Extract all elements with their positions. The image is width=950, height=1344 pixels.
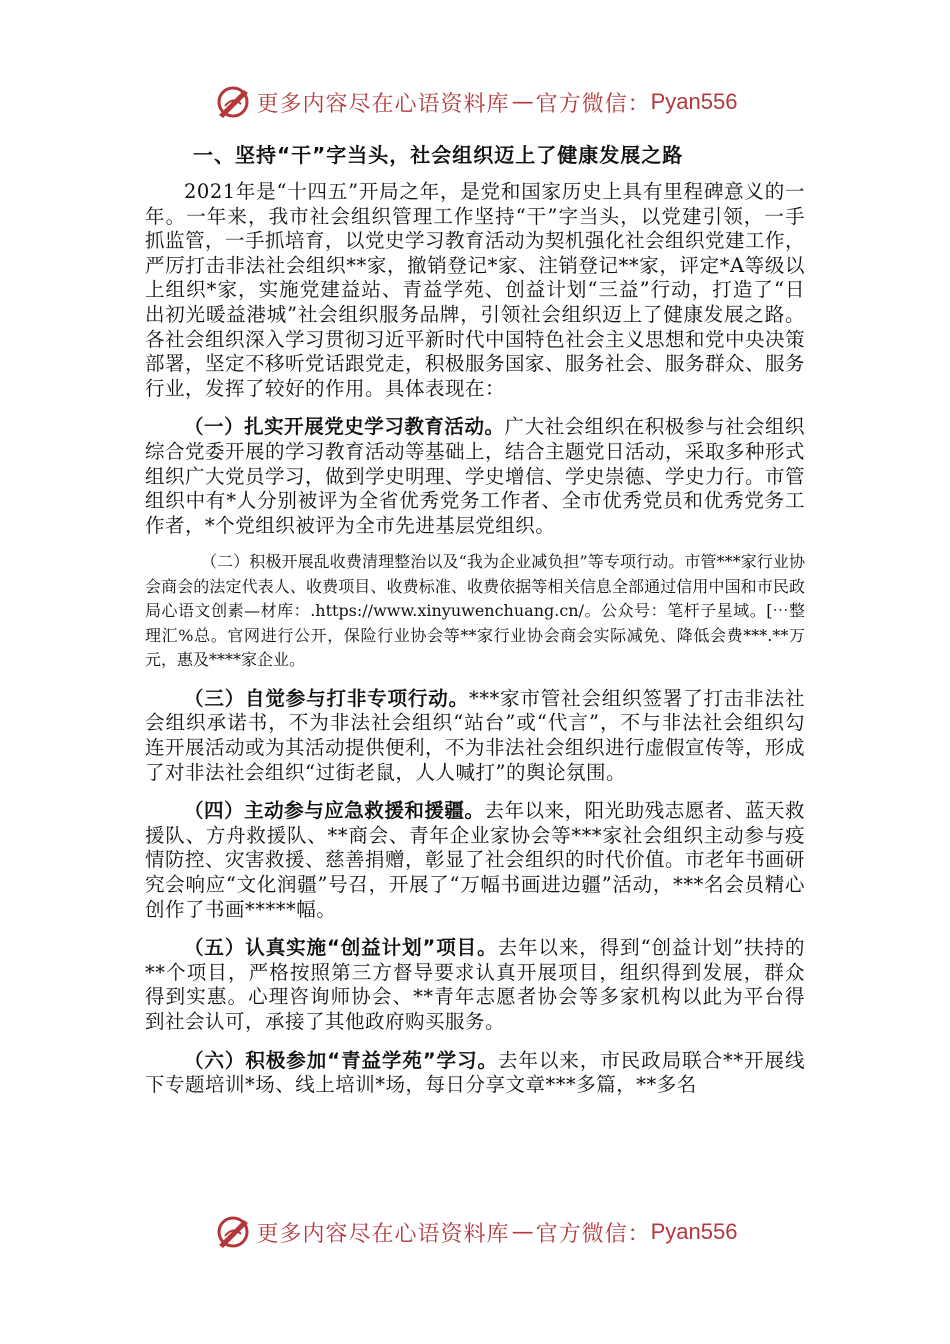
paragraph-lead: （三）自觉参与打非专项行动。 [184, 686, 469, 710]
watermark-wechat-label: 官方微信： [535, 1221, 651, 1247]
intro-paragraph: 2021年是“十四五”开局之年，是党和国家历史上具有里程碑意义的一年。一年来，我市社会组织管理工作坚持“干”字当头，以党建引领，一手抓监管，一手抓培育，以党史学习教育活动为契机强化社会组织党建工作，严厉打击非法社会组织**家，撤销登记*家、注销登记**家，评定*A等级以上组织*家，实施党建益站、青益学苑、创益计划“三益”行动，打造了“日出初光暖益港城”社会组织服务品牌，引领社会组织迈上了健康发展之路。各社会组织深入学习贯彻习近平新时代中国特色社会主义思想和党中央决策部署，坚定不移听党话跟党走，积极服务国家、服务社会、服务群众、服务行业，发挥了较好的作用。具体表现在： [145, 180, 806, 400]
paragraph-lead: （四）主动参与应急救援和援疆。 [184, 799, 485, 823]
watermark-separator: — [511, 89, 534, 115]
pen-seal-icon [213, 82, 253, 122]
paragraph-text: 去年以来，得到“创益计划”扶持的**个项目，严格按照第三方督导要求认真开展项目，组织得到发展，群众得到实惠。心理咨询师协会、**青年志愿者协会等多家机构以此为平台得到社会认可，承接了其他政府购买服务。 [145, 936, 805, 1033]
paragraph-section-3 [145, 687, 805, 785]
watermark-wechat-id: Pyan556 [650, 89, 738, 114]
watermark-banner-bottom [0, 1210, 950, 1254]
document-body [145, 140, 805, 1098]
paragraph-section-4 [145, 799, 805, 922]
pen-seal-icon [213, 1212, 253, 1252]
paragraph-text: ***家市管社会组织签署了打击非法社会组织承诺书，不为非法社会组织“站台”或“代言”，不与非法社会组织勾连开展活动或为其活动提供便利，不为非法社会组织进行虚假宣传等，形成了对非法社会组织“过街老鼠，人人喊打”的舆论氛围。 [145, 686, 806, 784]
watermark-separator: — [511, 1219, 534, 1245]
paragraph-lead: （六）积极参加“青益学苑”学习。 [184, 1048, 499, 1072]
section-heading: 一、坚持“干”字当头，社会组织迈上了健康发展之路 [193, 143, 684, 167]
paragraph-section-1 [145, 415, 805, 538]
paragraph-section-6 [145, 1049, 805, 1098]
watermark-banner-top [0, 80, 950, 124]
paragraph-lead: （一）扎实开展党史学习教育活动。 [184, 415, 505, 439]
watermark-library-text: 更多内容尽在心语资料库 [256, 91, 510, 117]
watermark-wechat-id: Pyan556 [650, 1219, 738, 1244]
paragraph-text: 去年以来，市民政局联合**开展线下专题培训*场、线上培训*场，每日分享文章***多篇，**多名 [145, 1048, 805, 1097]
paragraph-section-2 [145, 550, 805, 673]
paragraph-text: 广大社会组织在积极参与社会组织综合党委开展的学习教育活动等基础上，结合主题党日活动，采取多种形式组织广大党员学习，做到学史明理、学史增信、学史崇德、学史力行。市管组织中有*人分别被评为全省优秀党务工作者、全市优秀党员和优秀党务工作者，*个党组织被评为全市先进基层党组织。 [145, 415, 806, 537]
watermark-wechat-label: 官方微信： [535, 91, 651, 117]
paragraph-text: 去年以来，阳光助残志愿者、蓝天救援队、方舟救援队、**商会、青年企业家协会等***家社会组织主动参与疫情防控、灾害救援、慈善捐赠，彰显了社会组织的时代价值。市老年书画研究会响应“文化润疆”号召，开展了“万幅书画进边疆”活动，***名会员精心创作了书画*****幅。 [145, 799, 806, 921]
paragraph-text: （二）积极开展乱收费清理整治以及“我为企业减负担”等专项行动。市管***家行业协会商会的法定代表人、收费项目、收费标准、收费依据等相关信息全部通过信用中国和市民政局心语文创素—材库：.https://www.xinyuwenchuang.cn/。公众号：笔杆子星域。[⋯整理汇%总。官网进行公开，保险行业协会等**家行业协会商会实际减免、降低会费***.**万元，惠及****家企业。 [145, 552, 805, 670]
paragraph-lead: （五）认真实施“创益计划”项目。 [184, 936, 498, 960]
watermark-library-text: 更多内容尽在心语资料库 [256, 1221, 510, 1247]
paragraph-section-5 [145, 936, 805, 1034]
